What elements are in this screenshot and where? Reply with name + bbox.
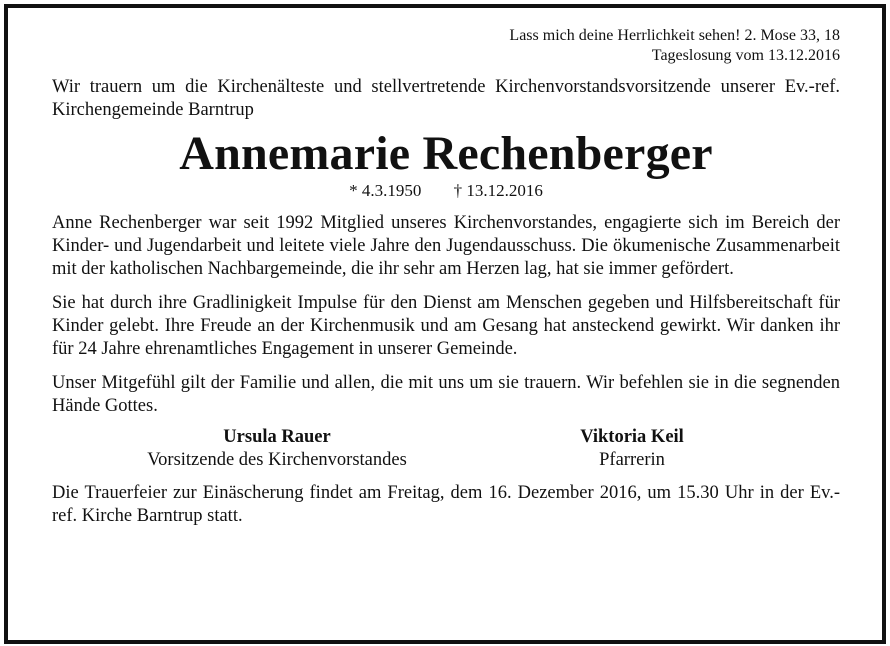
obituary-notice (52, 26, 840, 528)
verse-line: Lass mich deine Herrlichkeit sehen! 2. Mose 33, 18 (509, 27, 840, 44)
death-date: † 13.12.2016 (453, 181, 543, 200)
paragraph-condolence: Unser Mitgefühl gilt der Familie und allen, die mit uns um sie trauern. Wir befehlen sie in die segnenden Hände Gottes. (52, 373, 840, 416)
signature-name: Ursula Rauer (223, 427, 331, 447)
intro-text: Wir trauern um die Kirchenälteste und stellvertretende Kirchenvorstandsvorsitzende unserer Ev.-ref. Kirchengemeinde Barntrup (52, 77, 840, 120)
signature-chair (112, 426, 442, 472)
paragraph-tribute: Sie hat durch ihre Gradlinigkeit Impulse für den Dienst am Menschen gegeben und Hilfsbereitschaft für Kinder gelebt. Ihre Freude an der Kirchenmusik und am Gesang hat ansteckend gewirkt. Wir danken ihr für 24 Jahre ehrenamtliches Engagement in unserer Gemeinde. (52, 293, 840, 359)
deceased-name: Annemarie Rechenberger (179, 127, 713, 180)
birth-date: * 4.3.1950 (349, 181, 422, 200)
life-dates (52, 180, 840, 202)
daily-verse (52, 26, 840, 66)
verse-source: Tageslosung vom 13.12.2016 (651, 47, 840, 64)
signature-pastor (522, 426, 742, 472)
paragraph-service: Anne Rechenberger war seit 1992 Mitglied unseres Kirchenvorstandes, engagierte sich im Bereich der Kinder- und Jugendarbeit und leitete viele Jahre den Jugendausschuss. Die ökumenische Zusammenarbeit mit der katholischen Nachbargemeinde, die ihr sehr am Herzen lag, hat sie immer gefördert. (52, 213, 840, 279)
signatures (52, 426, 840, 476)
signature-role: Vorsitzende des Kirchenvorstandes (147, 450, 407, 470)
signature-role: Pfarrerin (599, 450, 665, 470)
signature-name: Viktoria Keil (580, 427, 684, 447)
funeral-info: Die Trauerfeier zur Einäscherung findet am Freitag, dem 16. Dezember 2016, um 15.30 Uhr in der Ev.-ref. Kirche Barntrup statt. (52, 483, 840, 526)
